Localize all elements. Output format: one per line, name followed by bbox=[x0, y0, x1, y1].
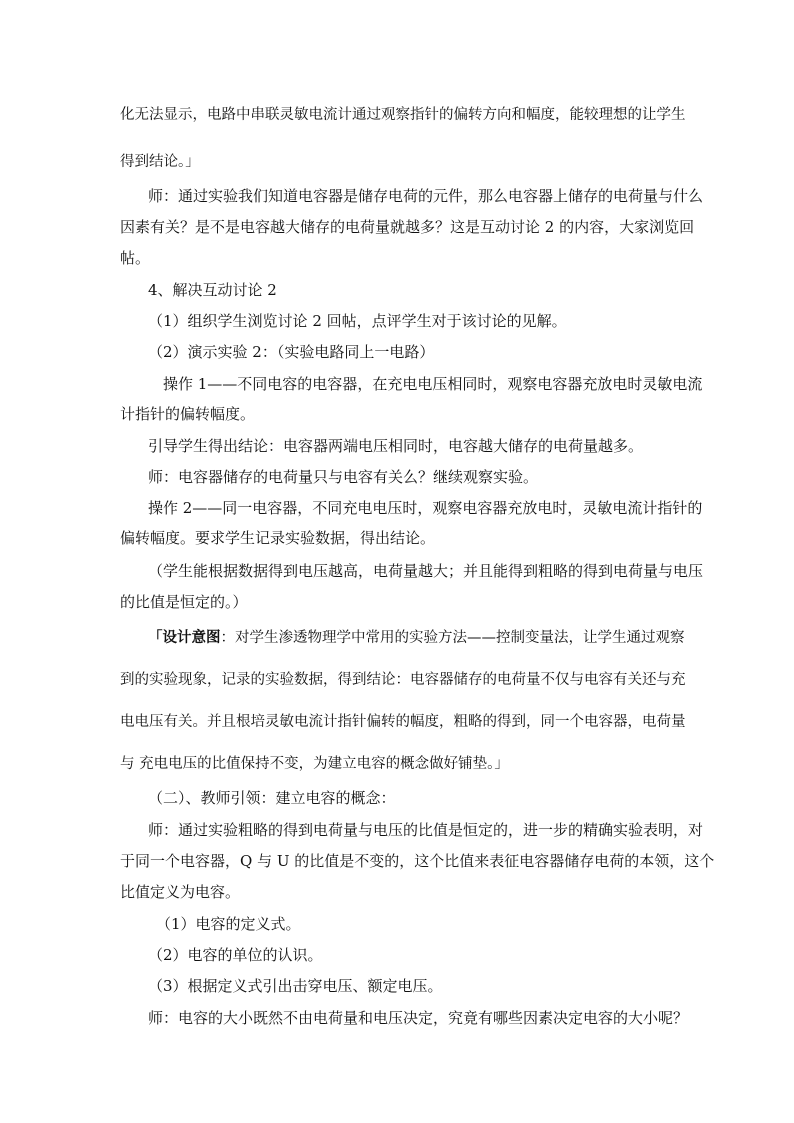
design-intent-label: 设计意图 bbox=[162, 630, 221, 646]
section-heading: （二）、教师引领：建立电容的概念： bbox=[148, 789, 396, 807]
teacher-paragraph-line: 师：通过实验粗略的得到电荷量与电压的比值是恒定的，进一步的精确实验表明，对 bbox=[148, 821, 704, 839]
guide-line: 引导学生得出结论：电容器两端电压相同时，电容越大储存的电荷量越多。 bbox=[148, 437, 644, 455]
design-intent-line: 与 充电电压的比值保持不变，为建立电容的概念做好铺垫。」 bbox=[120, 756, 509, 772]
operation-line: 偏转幅度。要求学生记录实验数据，得出结论。 bbox=[120, 529, 436, 547]
design-note-line: 化无法显示，电路中串联灵敏电流计通过观察指针的偏转方向和幅度，能较理想的让学生 bbox=[120, 107, 686, 123]
list-item: （1）组织学生浏览讨论 2 回帖，点评学生对于该讨论的见解。 bbox=[148, 312, 567, 330]
section-heading: 4、解决互动讨论 2 bbox=[148, 281, 277, 299]
list-item: （1）电容的定义式。 bbox=[156, 915, 301, 933]
teacher-paragraph-line: 帖。 bbox=[120, 249, 151, 267]
design-intent-line bbox=[148, 628, 685, 648]
design-intent-line: 电电压有关。并且根培灵敏电流计指针偏转的幅度，粗略的得到，同一个电容器，电荷量 bbox=[120, 714, 686, 730]
design-intent-text: ：对学生渗透物理学中常用的实验方法——控制变量法，让学生通过观察 bbox=[220, 630, 685, 646]
design-open-bracket: 「 bbox=[148, 630, 163, 646]
student-note-line: 的比值是恒定的。） bbox=[120, 593, 248, 611]
teacher-paragraph-line: 师：通过实验我们知道电容器是储存电荷的元件，那么电容器上储存的电荷量与什么 bbox=[148, 187, 704, 205]
design-note-line: 得到结论。」 bbox=[120, 154, 200, 170]
operation-line: 操作 2——同一电容器，不同充电电压时，观察电容器充放电时，灵敏电流计指针的 bbox=[148, 499, 703, 517]
list-item: （2）电容的单位的认识。 bbox=[148, 946, 323, 964]
teacher-paragraph-line: 比值定义为电容。 bbox=[120, 883, 241, 901]
design-intent-line: 到的实验现象，记录的实验数据，得到结论：电容器储存的电荷量不仅与电容有关还与充 bbox=[120, 672, 686, 688]
teacher-paragraph-line: 因素有关？是不是电容越大储存的电荷量就越多？这是互动讨论 2 的内容，大家浏览回 bbox=[120, 218, 695, 236]
list-item: （2）演示实验 2：（实验电路同上一电路） bbox=[148, 343, 435, 361]
operation-line: 操作 1——不同电容的电容器，在充电电压相同时，观察电容器充放电时灵敏电流 bbox=[163, 375, 703, 393]
list-item: （3）根据定义式引出击穿电压、额定电压。 bbox=[148, 977, 443, 995]
teacher-line: 师：电容的大小既然不由电荷量和电压决定，究竟有哪些因素决定电容的大小呢？ bbox=[148, 1009, 689, 1027]
operation-line: 计指针的偏转幅度。 bbox=[120, 405, 256, 423]
teacher-line: 师：电容器储存的电荷量只与电容有关么？继续观察实验。 bbox=[148, 468, 539, 486]
student-note-line: （学生能根据数据得到电压越高，电荷量越大；并且能得到粗略的得到电荷量与电压 bbox=[148, 562, 704, 580]
teacher-paragraph-line: 于同一个电容器，Q 与 U 的比值是不变的，这个比值来表征电容器储存电荷的本领，这个 bbox=[120, 852, 715, 870]
